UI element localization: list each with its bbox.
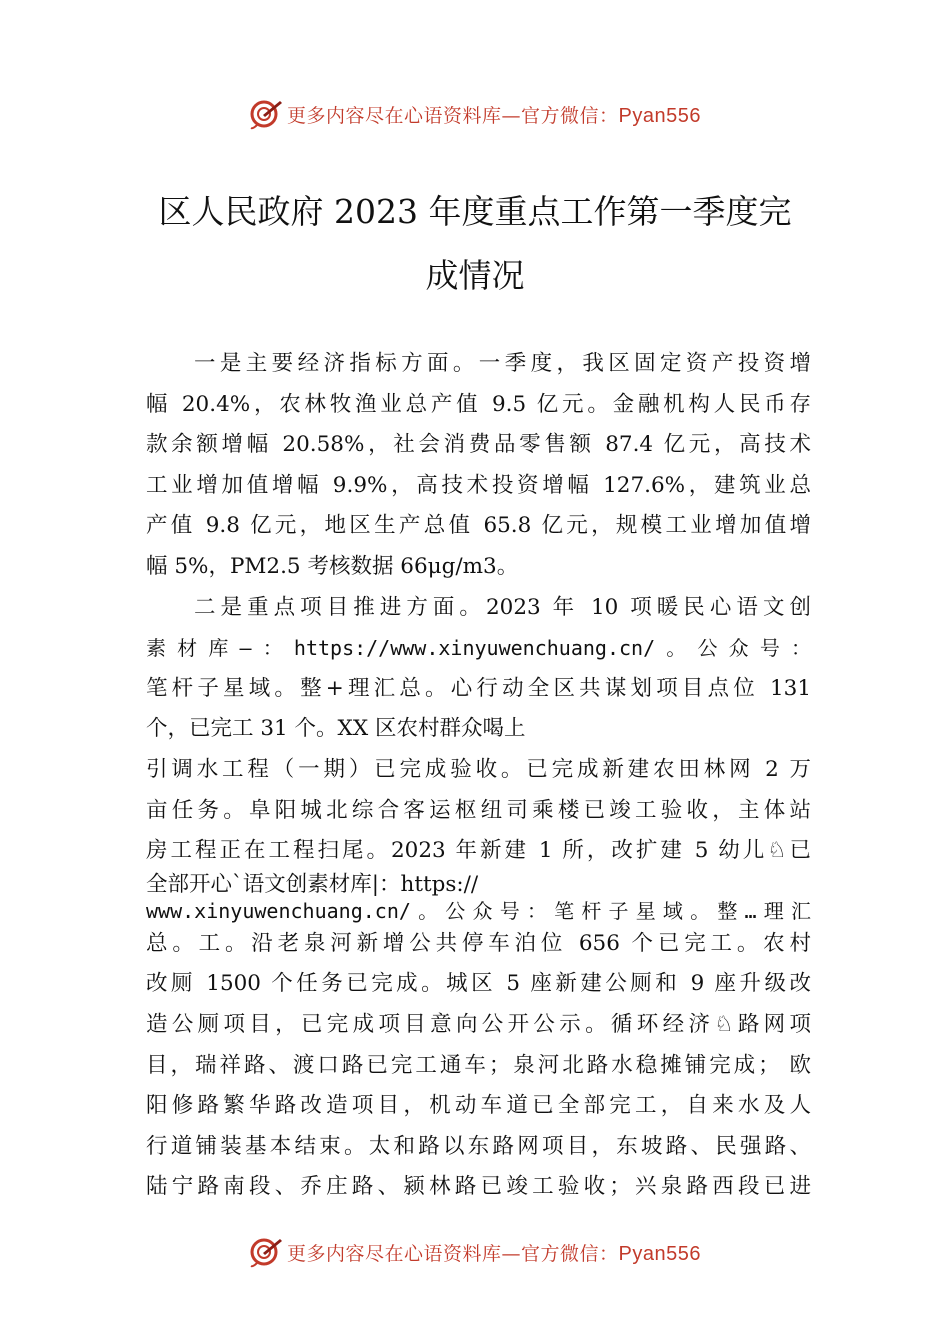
paragraph-1-line: 产值 9.8 亿元，地区生产总值 65.8 亿元，规模工业增加值增 xyxy=(146,513,811,539)
footer-banner xyxy=(0,1232,950,1272)
paragraph-2-line: 房工程正在工程扫尾。2023 年新建 1 所，改扩建 5 幼儿♘已 xyxy=(146,838,811,864)
paragraph-1-line: 一是主要经济指标方面。一季度，我区固定资产投资增 xyxy=(194,351,811,376)
paragraph-2-line: www.xinyuwenchuang.cn/。公众号：笔杆子星域。整…理汇 xyxy=(146,898,811,923)
paragraph-2-line: 全部开心`语文创素材库|：https:// xyxy=(146,871,479,897)
paragraph-2-line: 阳修路繁华路改造项目，机动车道已全部完工，自来水及人 xyxy=(146,1093,811,1119)
paragraph-2-line: 个，已完工 31 个。XX 区农村群众喝上 xyxy=(146,716,526,742)
banner-text: 更多内容尽在心语资料库—官方微信：Pyan556 xyxy=(287,1242,701,1265)
paragraph-2-line: 笔杆子星域。整+理汇总。心行动全区共谋划项目点位 131 xyxy=(146,675,811,701)
paragraph-2-line: 行道铺装基本结束。太和路以东路网项目，东坡路、民强路、 xyxy=(146,1133,811,1159)
paragraph-2-line: 总。工。沿老泉河新增公共停车泊位 656 个已完工。农村 xyxy=(146,930,811,956)
paragraph-1-line: 工业增加值增幅 9.9%，高技术投资增幅 127.6%，建筑业总 xyxy=(146,472,811,498)
paragraph-2-line: 造公厕项目，已完成项目意向公开公示。循环经济♘路网项 xyxy=(146,1011,811,1037)
header-banner xyxy=(0,94,950,134)
paragraph-2-line: 素材库—：https://www.xinyuwenchuang.cn/。公众号： xyxy=(146,636,811,661)
pen-logo-icon xyxy=(249,97,283,131)
paragraph-2-line: 二是重点项目推进方面。2023 年 10 项暖民心语文创 xyxy=(194,594,811,620)
paragraph-2-line: 亩任务。阜阳城北综合客运枢纽司乘楼已竣工验收，主体站 xyxy=(146,797,811,823)
paragraph-1-line: 幅 5%，PM2.5 考核数据 66μg/m3。 xyxy=(146,553,519,579)
banner-text: 更多内容尽在心语资料库—官方微信：Pyan556 xyxy=(287,104,701,127)
paragraph-2-line: 陆宁路南段、乔庄路、颍林路已竣工验收；兴泉路西段已进 xyxy=(146,1174,811,1200)
paragraph-1-line: 款余额增幅 20.58%，社会消费品零售额 87.4 亿元，高技术 xyxy=(146,432,811,458)
title-line-2: 成情况 xyxy=(425,256,525,295)
paragraph-2-line: 引调水工程（一期）已完成验收。已完成新建农田林网 2 万 xyxy=(146,756,811,782)
paragraph-2-line: 目，瑞祥路、渡口路已完工通车；泉河北路水稳摊铺完成； 欧 xyxy=(146,1052,811,1078)
document-body xyxy=(146,344,811,1208)
pen-logo-icon xyxy=(249,1235,283,1269)
title-line-1: 区人民政府 2023 年度重点工作第一季度完 xyxy=(158,192,792,231)
paragraph-2-line: 改厕 1500 个任务已完成。城区 5 座新建公厕和 9 座升级改 xyxy=(146,971,811,997)
paragraph-1-line: 幅 20.4%，农林牧渔业总产值 9.5 亿元。金融机构人民币存 xyxy=(146,391,811,417)
document-title xyxy=(120,180,830,308)
